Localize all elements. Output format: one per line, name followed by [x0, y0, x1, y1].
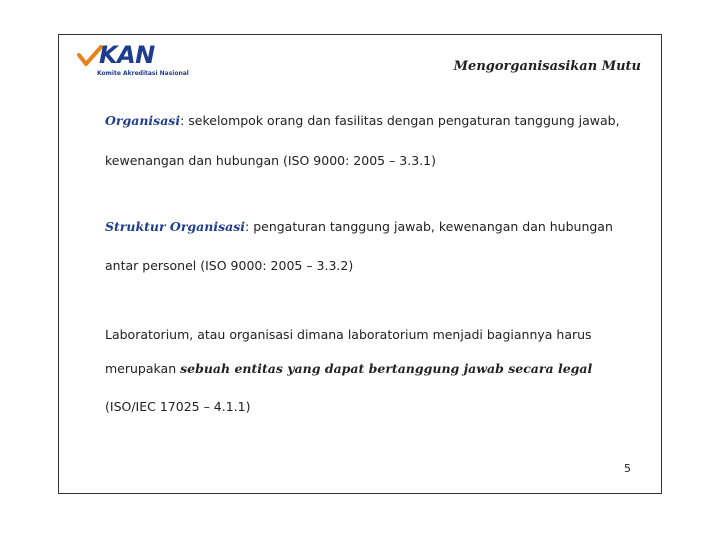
kan-logo — [77, 41, 189, 79]
definition-organisasi-line2: kewenangan dan hubungan (ISO 9000: 2005 – 3.3.1) — [105, 153, 436, 168]
statement-line1: Laboratorium, atau organisasi dimana laboratorium menjadi bagiannya harus — [105, 327, 592, 342]
definition-struktur-line2: antar personel (ISO 9000: 2005 – 3.3.2) — [105, 258, 354, 273]
definition-organisasi-line1 — [105, 113, 620, 128]
logo-subtitle: Komite Akreditasi Nasional — [97, 70, 189, 77]
page-number: 5 — [624, 462, 631, 475]
term-struktur-organisasi: Struktur Organisasi — [105, 219, 246, 234]
slide — [58, 34, 662, 494]
statement-reference: (ISO/IEC 17025 – 4.1.1) — [105, 399, 251, 414]
definition-text: : pengaturan tanggung jawab, kewenangan dan hubungan — [245, 219, 613, 234]
slide-title: Mengorganisasikan Mutu — [453, 59, 641, 74]
definition-text: : sekelompok orang dan fasilitas dengan pengaturan tanggung jawab, — [180, 113, 620, 128]
statement-prefix: merupakan — [105, 361, 181, 376]
statement-emphasis: sebuah entitas yang dapat bertanggung jawab secara legal — [180, 361, 593, 376]
statement-line2 — [105, 361, 592, 376]
logo-text: KAN — [99, 41, 155, 69]
definition-struktur-line1 — [105, 219, 613, 234]
term-organisasi: Organisasi — [105, 113, 181, 128]
